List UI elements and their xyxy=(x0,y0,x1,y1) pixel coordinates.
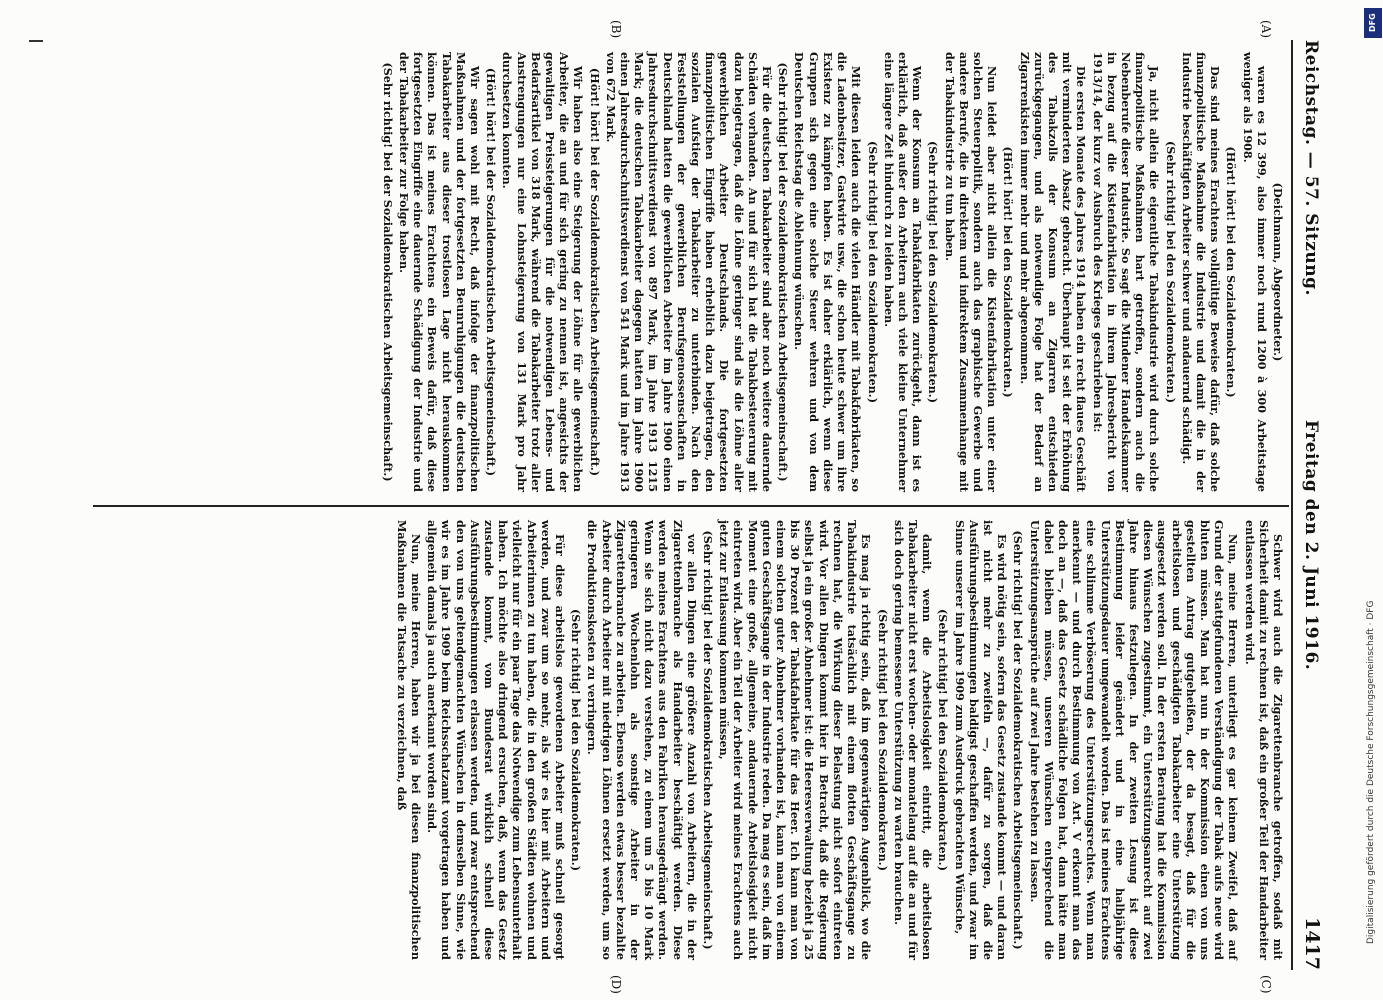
page-mark xyxy=(29,40,43,42)
dfg-logo: DFG xyxy=(1364,8,1382,38)
paragraph: (Sehr richtig! bei der Sozialdemokratischen Arbeitsgemeinschaft.) xyxy=(380,62,395,482)
paragraph: (Sehr richtig! bei den Sozialdemokraten.) xyxy=(926,141,941,403)
header-date: Freitag den 2. Juni 1916. xyxy=(1301,420,1321,671)
margin-mark-b: (B) xyxy=(609,20,623,39)
paragraph: (Sehr richtig! bei der Sozialdemokratischen Arbeitsgemeinschaft.) xyxy=(776,62,791,482)
paragraph: (Deichmann, Abgeordneter.) xyxy=(1271,182,1285,362)
paragraph: Wir sagen wohl mit Recht, daß infolge der finanzpolitischen Maßnahmen und der fortgesetzten Beunruhigungen die deutschen Tabakarbeiter aus dieser trostlosen Lage nicht herauskommen können. Das ist meines Erachtens ein Beweis dafür, daß diese fortgesetzten Eingriffe eine dauernde Schädigung der Industrie und der Tabakarbeiter zur Folge haben. xyxy=(397,52,483,492)
paragraph: waren es 12 399, also immer noch rund 1200 à 300 Arbeitstage weniger als 1908. xyxy=(1240,52,1269,492)
paragraph: Ja, nicht allein die eigentliche Tabakindustrie wird durch solche finanzpolitische Maßnahmen hart getroffen, sondern auch die Nebenberufe dieser Industrie. So sagt die Mindener Handelskammer in bezug auf die Kistenfabrikation in ihrem Jahresbericht von 1913/14, der kurz vor Ausbruch des Krieges geschrieben ist: xyxy=(1090,52,1162,492)
header-left: Reichstag. — 57. Sitzung. xyxy=(1301,40,1321,296)
paragraph: Schwer wird auch die Zigarettenbranche getroffen, sodaß mit Sicherheit damit zu rechnen ist, daß ein großer Teil der Handarbeiter entlassen werden wird. xyxy=(1242,520,1285,960)
paragraph: (Sehr richtig! bei der Sozialdemokratischen Arbeitsgemeinschaft.) xyxy=(1011,530,1026,950)
paragraph: Mit diesen leiden auch die vielen Händler mit Tabakfabrikaten, so die Ladenbesitzer, Gastwirte usw., die schon heute schwer um ihre Existenz zu kämpfen haben. Es ist daher erklärlich, wenn diese Gruppen sich gegen eine solche Steuer wehren und von dem Deutschen Reichstag die Ablehnung wünschen. xyxy=(792,52,864,492)
paragraph: (Hört! hört! bei der Sozialdemokratischen Arbeitsgemeinschaft.) xyxy=(587,67,602,477)
paragraph: (Sehr richtig! bei den Sozialdemokraten.) xyxy=(936,609,951,871)
header-rule xyxy=(1291,40,1293,970)
paragraph: (Sehr richtig! bei den Sozialdemokraten.) xyxy=(1163,141,1178,403)
paragraph: Für die deutschen Tabakarbeiter sind aber noch weitere dauernde Schäden vorhanden. An und für sich hat die Tabakbesteuerung mit dazu beigetragen, daß die Löhne geringer sind als die Löhne aller gewerblichen Arbeiter Deutschlands. Die fortgesetzten finanzpolitischen Eingriffe haben erheblich dazu beigetragen, den sozialen Aufstieg der Tabakarbeiter zu unterbinden. Nach den Feststellungen der gewerblichen Berufsgenossenschaften in Deutschland hatten die gewerblichen Arbeiter im Jahre 1900 einen Jahresdurchschnittsverdienst von 897 Mark, im Jahre 1913 1215 Mark; die deutschen Tabakarbeiter dagegen hatten im Jahre 1900 einen Jahresdurchschnittsverdienst von 541 Mark und im Jahre 1913 von 672 Mark. xyxy=(603,52,775,492)
paragraph: (Hört! hört! bei der Sozialdemokratischen Arbeitsgemeinschaft.) xyxy=(484,67,499,477)
paragraph: Das sind meines Erachtens vollgültige Beweise dafür, daß solche finanzpolitische Maßnahme die Industrie und damit die in der Industrie beschäftigten Arbeiter schwer und andauernd schädigt. xyxy=(1179,52,1223,492)
paragraph: (Hört! hört! bei den Sozialdemokraten.) xyxy=(1001,146,1016,398)
page-number: 1417 xyxy=(1301,917,1323,970)
paragraph: damit, wenn die Arbeitslosigkeit eintritt, die arbeitslosen Tabakarbeiter nicht erst wochen- oder monatelang auf die an und für sich doch gering bemessene Unterstützung zu warten brauchen. xyxy=(891,520,935,960)
column-divider xyxy=(93,505,1289,507)
paragraph: Für diese arbeitslos gewordenen Arbeiter muß schnell gesorgt werden, und zwar um so mehr, als wir es hier mit Arbeitern und Arbeiterinnen zu tun haben, die in den großen Städten wohnen und vielleicht nur für ein paar Tage das Notwendige zum Lebensunterhalt haben. Ich möchte also dringend ersuchen, daß, wenn das Gesetz zustande kommt, vom Bundesrat wirklich schnell diese Ausführungsbestimmungen erlassen werden, und zwar entsprechend den von uns geltendgemachten Wünschen in demselben Sinne, wie wir es im Jahre 1909 beim Reichsschatzamt vorgetragen haben und allgemein damals ja auch anerkannt worden sind. xyxy=(425,520,568,960)
paragraph: Es wird nötig sein, sofern das Gesetz zustande kommt — und daran ist nicht mehr zu zweifeln —, dafür zu sorgen, daß die Ausführungsbestimmungen baldigst geschaffen werden, und zwar im Sinne unserer im Jahre 1909 zum Ausdruck gebrachten Wünsche, xyxy=(952,520,1010,960)
digitization-credit: Digitalisierung gefördert durch die Deutsche Forschungsgemeinschaft · DFG xyxy=(1366,600,1376,944)
paragraph: Nun, meine Herren, unterliegt es gar keinem Zweifel, daß auf Grund der stattgefundenen Verständigung der Tabak aufs neue wird bluten müssen. Man hat nun in der Kommission einen von uns gestellten Antrag gutgeheißen, der da besagt, daß für die arbeitslosen und geschädigten Tabakarbeiter eine Unterstützung ausgesetzt werden soll. In der ersten Beratung hat die Kommission diesen Wünschen zugestimmt, ein Unterstützungsanrecht auf zwei Jahre hinaus festzulegen. In der zweiten Lesung ist diese Bestimmung leider geändert und in eine halbjährige Unterstützungsdauer umgewandelt worden. Das ist meines Erachtens eine schlimme Verböserung des Unterstützungsrechtes. Wenn man anerkennt — und durch Bestimmung von Art. V erkennt man das doch an —, daß das Gesetz schädliche Folgen hat, dann hätte man dabei bleiben müssen, unseren Wünschen entsprechend die Unterstützungsansprüche auf zwei Jahre bestehen zu lassen. xyxy=(1027,520,1241,960)
margin-mark-d: (D) xyxy=(609,975,623,994)
text-column-right xyxy=(393,520,1285,960)
paragraph: (Sehr richtig! bei der Sozialdemokratischen Arbeitsgemeinschaft.) xyxy=(701,530,716,950)
paragraph: (Hört! hört! bei den Sozialdemokraten.) xyxy=(1224,146,1239,398)
paragraph: (Sehr richtig! bei den Sozialdemokraten.) xyxy=(875,609,890,871)
page-header xyxy=(1295,40,1325,970)
paragraph: Wir haben also eine Steigerung der Löhne für alle gewerblichen Arbeiter, die an und für sich gering zu nennen ist, angesichts der gewaltigen Preissteigerungen für die notwendigen Lebens- und Bedarfsartikel von 318 Mark, während die Tabakarbeiter trotz aller Anstrengungen nur eine Lohnsteigerung von 131 Mark pro Jahr durchsetzen konnten. xyxy=(500,52,586,492)
paragraph: (Sehr richtig! bei den Sozialdemokraten.) xyxy=(865,141,880,403)
paragraph: Wenn der Konsum an Tabakfabrikaten zurückgeht, dann ist es erklärlich, daß außer den Arbeitern auch viele kleine Unternehmer eine längere Zeit hindurch zu leiden haben. xyxy=(881,52,925,492)
paragraph: Nun leidet aber nicht allein die Kistenfabrikation unter einer solchen Steuerpolitik, sondern auch das graphische Gewerbe und andere Berufe, die in direktem und indirektem Zusammenhange mit der Tabakindustrie zu tun haben. xyxy=(942,52,1000,492)
paragraph: (Sehr richtig! bei den Sozialdemokraten.) xyxy=(569,609,584,871)
text-column-left xyxy=(379,52,1285,492)
paragraph: Es mag ja richtig sein, daß im gegenwärtigen Augenblick, wo die Tabakindustrie tatsächlich mit einem flotten Geschäftsgange zu rechnen hat, die Wirkung dieser Belastung nicht sofort eintreten wird. Vor allen Dingen kommt hier in Betracht, daß die Regierung selbst ja ein großer Abnehmer ist: die Heeresverwaltung bezieht ja 25 bis 30 Prozent der Tabakfabrikate für das Heer. Ich kann man von einem solchen guter Abnehmer vorhanden ist, kann man von einem guten Geschäftsgange in der Industrie reden. Da mag es sein, daß im Moment eine große, allgemeine, andauernde Arbeitslosigkeit nicht eintreten wird. Aber ein Teil der Arbeiter wird meines Erachtens auch jetzt zur Entlassung kommen müssen, xyxy=(717,520,874,961)
paragraph: vor allen Dingen eine größere Anzahl von Arbeitern, die in der Zigarettenbranche als Handarbeiter beschäftigt werden. Diese werden meines Erachtens aus den Fabriken herausgedrängt werden. Wenn sie sich nicht dazu verstehen, zu einem um 5 bis 10 Mark geringeren Wochenlohn als sonstige Arbeiter in der Zigarettenbranche zu arbeiten. Ebenso werden etwas besser bezahlte Arbeiter durch Arbeiter mit niedrigen Löhnen ersetzt werden, um so die Produktionskosten zu verringern. xyxy=(585,520,699,960)
margin-mark-c: (C) xyxy=(1259,975,1273,994)
margin-mark-a: (A) xyxy=(1259,20,1273,39)
paragraph: Die ersten Monate des Jahres 1914 haben ein recht flaues Geschäft mit verminderten Absatz gebracht. Überhaupt ist seit der Erhöhung des Tabakzolls der Konsum an Zigarren entschieden zurückgegangen, und als notwendige Folge hat der Bedarf an Zigarrenkisten immer mehr und mehr abgenommen. xyxy=(1017,52,1089,492)
paragraph: Nun, meine Herren, haben wir ja bei diesen finanzpolitischen Maßnahmen die Tatsache zu verzeichnen, daß xyxy=(394,520,424,960)
